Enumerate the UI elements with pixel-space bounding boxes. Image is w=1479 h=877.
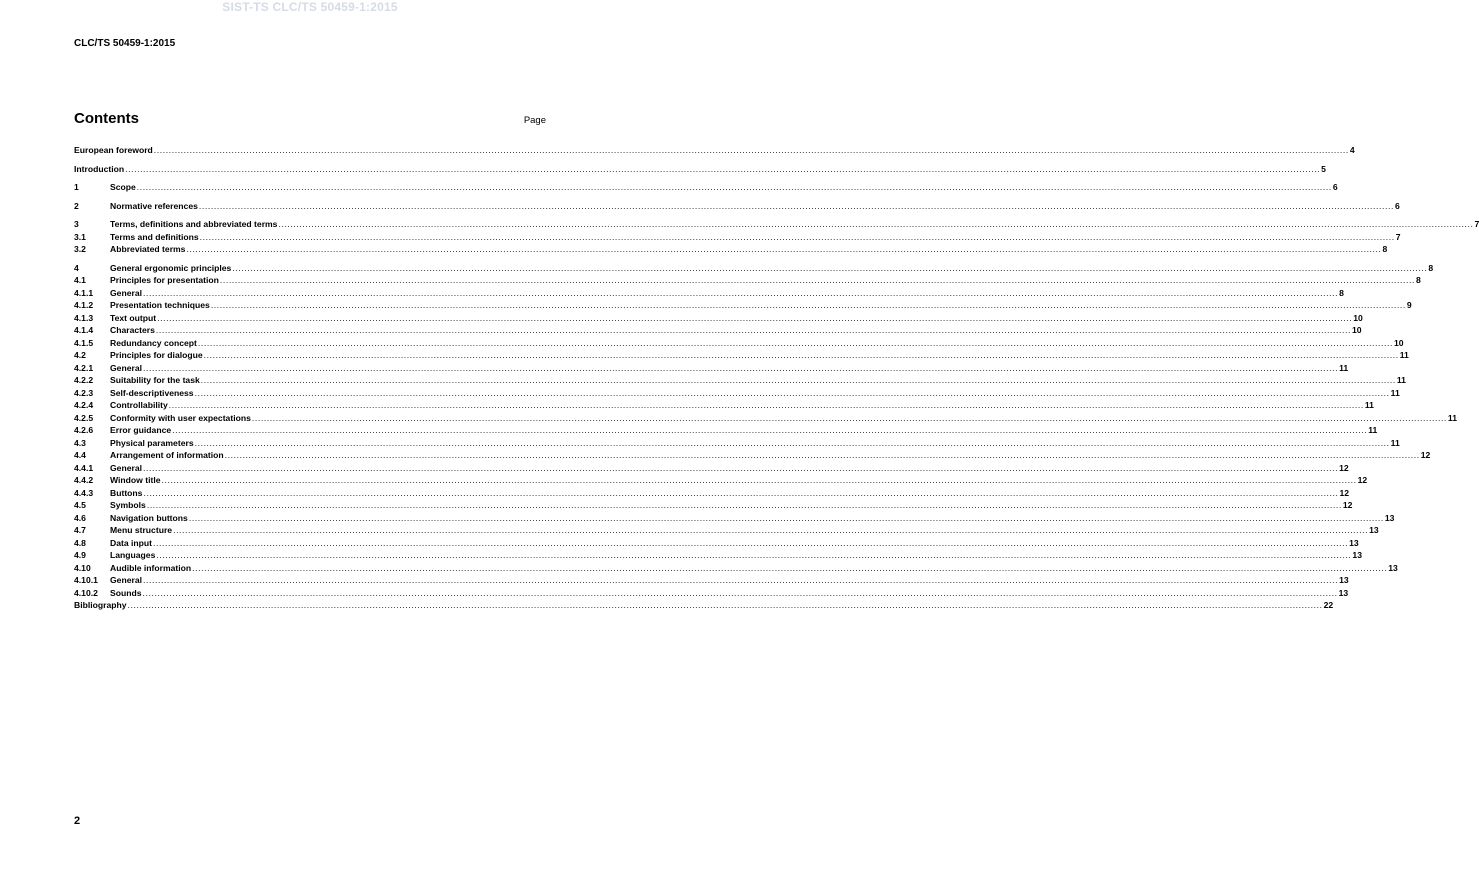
toc-entry-number: 4.9: [74, 550, 86, 560]
dot-leader: ................................................................................................................................................................................................................................................................................................................................................................................................................: [155, 325, 1351, 335]
toc-entry-page: 7: [1395, 231, 1401, 242]
toc-entry-number: 4.3: [74, 437, 86, 448]
toc-entry-number: 4.4.1: [74, 462, 94, 473]
toc-entry[interactable]: [74, 524, 1379, 537]
toc-entry-page: 11: [1368, 425, 1378, 435]
dot-leader: ................................................................................................................................................................................................................................................................................................................................................................................................................: [200, 375, 1396, 385]
toc-entry-page: 10: [1353, 312, 1363, 323]
toc-entry-page: 6: [1332, 182, 1338, 192]
dot-leader: ................................................................................................................................................................................................................................................................................................................................................................................................................: [142, 587, 1338, 598]
toc-entry-title: Scope: [110, 182, 136, 192]
toc-entry[interactable]: [74, 181, 1338, 194]
toc-entry-title: Physical parameters: [110, 437, 194, 448]
toc-entry-page: 7: [1474, 219, 1479, 229]
toc-entry-title: Conformity with user expectations: [110, 412, 251, 423]
dot-leader: ................................................................................................................................................................................................................................................................................................................................................................................................................: [232, 262, 1428, 273]
dot-leader: ................................................................................................................................................................................................................................................................................................................................................................................................................: [197, 337, 1393, 348]
toc-entry-title: European foreword: [74, 145, 153, 155]
toc-entry-number: 4.10: [74, 562, 91, 573]
toc-entry-page: 11: [1364, 400, 1374, 410]
dot-leader: ................................................................................................................................................................................................................................................................................................................................................................................................................: [198, 200, 1394, 211]
toc-entry[interactable]: [74, 512, 1395, 525]
toc-entry-page: 12: [1339, 487, 1350, 498]
toc-entry-page: 11: [1339, 362, 1349, 373]
dot-leader: ................................................................................................................................................................................................................................................................................................................................................................................................................: [161, 475, 1357, 485]
toc-entry[interactable]: [74, 387, 1400, 400]
toc-entry-page: 12: [1420, 450, 1431, 460]
toc-entry-page: 9: [1406, 300, 1412, 310]
toc-entry-number: 4.1.4: [74, 325, 94, 335]
toc-entry-title: Languages: [110, 550, 156, 560]
toc-entry[interactable]: [74, 218, 1479, 231]
document-id: CLC/TS 50459-1:2015: [74, 38, 176, 49]
toc-entry[interactable]: [74, 349, 1409, 362]
table-of-contents: [74, 144, 1479, 612]
toc-entry-title: Text output: [110, 312, 157, 323]
toc-entry-number: 4.7: [74, 525, 86, 535]
toc-entry-number: 4.2: [74, 350, 86, 360]
toc-entry[interactable]: [74, 243, 1388, 256]
toc-entry-title: Sounds: [110, 587, 142, 598]
toc-entry-number: 4.1.5: [74, 337, 94, 348]
toc-entry[interactable]: [74, 487, 1350, 500]
toc-entry-title: Navigation buttons: [110, 512, 188, 523]
toc-entry-title: Redundancy concept: [110, 337, 197, 348]
toc-entry[interactable]: [74, 462, 1349, 475]
toc-entry[interactable]: [74, 499, 1353, 512]
toc-entry[interactable]: [74, 144, 1355, 157]
toc-entry-page: 10: [1351, 325, 1362, 335]
dot-leader: ................................................................................................................................................................................................................................................................................................................................................................................................................: [143, 575, 1339, 585]
toc-entry-title: Principles for presentation: [110, 275, 219, 285]
toc-entry-page: 12: [1339, 462, 1349, 473]
toc-entry-number: 4.1: [74, 275, 86, 285]
toc-entry-page: 11: [1390, 437, 1400, 448]
toc-entry-number: 4.6: [74, 512, 86, 523]
dot-leader: ................................................................................................................................................................................................................................................................................................................................................................................................................: [219, 275, 1415, 285]
toc-entry-title: Introduction: [74, 163, 125, 174]
toc-entry-number: 3.1: [74, 231, 86, 242]
dot-leader: ................................................................................................................................................................................................................................................................................................................................................................................................................: [125, 163, 1321, 174]
toc-entry-title: Arrangement of information: [110, 450, 224, 460]
toc-entry-title: Self-descriptiveness: [110, 387, 194, 398]
toc-entry-page: 13: [1369, 525, 1379, 535]
dot-leader: ................................................................................................................................................................................................................................................................................................................................................................................................................: [143, 287, 1339, 298]
toc-entry[interactable]: [74, 262, 1434, 275]
toc-entry-number: 3: [74, 219, 79, 229]
toc-entry-title: Audible information: [110, 562, 192, 573]
toc-entry-number: 4.1.2: [74, 300, 94, 310]
toc-entry-number: 4.2.1: [74, 362, 94, 373]
toc-entry-title: General ergonomic principles: [110, 262, 232, 273]
toc-entry-number: 4.4.2: [74, 475, 94, 485]
dot-leader: ................................................................................................................................................................................................................................................................................................................................................................................................................: [143, 362, 1339, 373]
toc-entry-page: 13: [1338, 587, 1349, 598]
dot-leader: ................................................................................................................................................................................................................................................................................................................................................................................................................: [194, 387, 1390, 398]
toc-entry-page: 11: [1390, 387, 1400, 398]
toc-entry-number: 4.5: [74, 500, 86, 510]
toc-entry-title: Characters: [110, 325, 155, 335]
toc-entry[interactable]: [74, 231, 1401, 244]
toc-entry[interactable]: [74, 549, 1362, 562]
toc-entry-number: 4.2.4: [74, 400, 94, 410]
dot-leader: ................................................................................................................................................................................................................................................................................................................................................................................................................: [127, 600, 1323, 610]
toc-entry-title: General: [110, 462, 143, 473]
dot-leader: ................................................................................................................................................................................................................................................................................................................................................................................................................: [186, 244, 1382, 254]
toc-entry[interactable]: [74, 587, 1349, 600]
dot-leader: ................................................................................................................................................................................................................................................................................................................................................................................................................: [188, 512, 1384, 523]
toc-entry-number: 4.4: [74, 450, 86, 460]
dot-leader: ................................................................................................................................................................................................................................................................................................................................................................................................................: [157, 312, 1353, 323]
toc-entry-title: Presentation techniques: [110, 300, 210, 310]
toc-entry[interactable]: [74, 163, 1326, 176]
toc-entry-page: 11: [1399, 350, 1409, 360]
toc-entry-page: 10: [1393, 337, 1404, 348]
toc-entry-title: General: [110, 362, 143, 373]
toc-entry-title: Bibliography: [74, 600, 127, 610]
toc-entry-title: Data input: [110, 537, 153, 548]
toc-entry-title: Controllability: [110, 400, 168, 410]
toc-entry[interactable]: [74, 274, 1421, 287]
page-title: Contents: [74, 110, 139, 127]
toc-entry[interactable]: [74, 449, 1431, 462]
toc-entry-number: 4.2.6: [74, 425, 94, 435]
toc-entry-page: 12: [1342, 500, 1353, 510]
toc-entry[interactable]: [74, 362, 1349, 375]
toc-entry-title: Error guidance: [110, 425, 172, 435]
toc-entry-number: 4.2.2: [74, 375, 94, 385]
toc-entry-number: 4.2.5: [74, 412, 94, 423]
toc-entry-page: 8: [1382, 244, 1388, 254]
toc-entry-page: 13: [1388, 562, 1398, 573]
toc-entry-page: 11: [1396, 375, 1406, 385]
toc-entry-title: Principles for dialogue: [110, 350, 203, 360]
dot-leader: ................................................................................................................................................................................................................................................................................................................................................................................................................: [146, 500, 1342, 510]
toc-entry[interactable]: [74, 299, 1412, 312]
toc-entry-page: 11: [1447, 412, 1458, 423]
toc-entry-title: Normative references: [110, 200, 198, 211]
toc-entry-number: 3.2: [74, 244, 86, 254]
toc-entry-page: 5: [1321, 163, 1326, 174]
dot-leader: ................................................................................................................................................................................................................................................................................................................................................................................................................: [173, 525, 1369, 535]
dot-leader: ................................................................................................................................................................................................................................................................................................................................................................................................................: [210, 300, 1406, 310]
dot-leader: ................................................................................................................................................................................................................................................................................................................................................................................................................: [168, 400, 1364, 410]
toc-entry-title: Terms, definitions and abbreviated terms: [110, 219, 278, 229]
toc-entry-title: Buttons: [110, 487, 143, 498]
watermark: SIST-TS CLC/TS 50459-1:2015: [222, 0, 398, 14]
dot-leader: ................................................................................................................................................................................................................................................................................................................................................................................................................: [143, 487, 1339, 498]
toc-entry[interactable]: [74, 537, 1359, 550]
toc-entry[interactable]: [74, 399, 1374, 412]
toc-entry-number: 4.2.3: [74, 387, 94, 398]
toc-entry[interactable]: [74, 312, 1363, 325]
dot-leader: ................................................................................................................................................................................................................................................................................................................................................................................................................: [251, 412, 1447, 423]
dot-leader: ................................................................................................................................................................................................................................................................................................................................................................................................................: [153, 145, 1349, 155]
dot-leader: ................................................................................................................................................................................................................................................................................................................................................................................................................: [156, 550, 1352, 560]
toc-entry-title: Suitability for the task: [110, 375, 200, 385]
dot-leader: ................................................................................................................................................................................................................................................................................................................................................................................................................: [224, 450, 1420, 460]
toc-entry-number: 4.1.3: [74, 312, 94, 323]
toc-entry-title: Symbols: [110, 500, 146, 510]
toc-entry-number: 4.10.2: [74, 587, 98, 598]
toc-entry-page: 8: [1428, 262, 1434, 273]
toc-entry[interactable]: [74, 200, 1400, 213]
toc-entry-number: 4.4.3: [74, 487, 94, 498]
dot-leader: ................................................................................................................................................................................................................................................................................................................................................................................................................: [143, 462, 1339, 473]
toc-entry-page: 4: [1349, 145, 1355, 155]
dot-leader: ................................................................................................................................................................................................................................................................................................................................................................................................................: [192, 562, 1388, 573]
toc-entry-title: General: [110, 575, 143, 585]
toc-entry-title: Window title: [110, 475, 161, 485]
toc-entry-number: 4.10.1: [74, 575, 98, 585]
toc-entry-title: Abbreviated terms: [110, 244, 186, 254]
toc-entry[interactable]: [74, 437, 1400, 450]
toc-entry-title: Menu structure: [110, 525, 173, 535]
toc-entry-number: 2: [74, 200, 79, 211]
dot-leader: ................................................................................................................................................................................................................................................................................................................................................................................................................: [278, 219, 1474, 229]
toc-entry-number: 4.1.1: [74, 287, 94, 298]
dot-leader: ................................................................................................................................................................................................................................................................................................................................................................................................................: [194, 437, 1390, 448]
toc-entry-number: 1: [74, 182, 79, 192]
toc-entry-page: 13: [1352, 550, 1362, 560]
toc-entry-number: 4.8: [74, 537, 86, 548]
toc-entry[interactable]: [74, 412, 1458, 425]
dot-leader: ................................................................................................................................................................................................................................................................................................................................................................................................................: [199, 231, 1395, 242]
dot-leader: ................................................................................................................................................................................................................................................................................................................................................................................................................: [153, 537, 1349, 548]
page-column-label: Page: [523, 115, 546, 126]
page-number: 2: [74, 815, 81, 827]
toc-entry-page: 13: [1349, 537, 1359, 548]
toc-entry[interactable]: [74, 574, 1349, 587]
dot-leader: ................................................................................................................................................................................................................................................................................................................................................................................................................: [203, 350, 1399, 360]
toc-entry-number: 4: [74, 262, 79, 273]
toc-entry[interactable]: [74, 474, 1368, 487]
toc-entry-page: 6: [1394, 200, 1400, 211]
toc-entry[interactable]: [74, 424, 1378, 437]
toc-entry[interactable]: [74, 599, 1334, 612]
toc-entry-page: 13: [1339, 575, 1349, 585]
toc-entry[interactable]: [74, 287, 1344, 300]
toc-entry[interactable]: [74, 337, 1404, 350]
toc-entry-page: 8: [1339, 287, 1344, 298]
dot-leader: ................................................................................................................................................................................................................................................................................................................................................................................................................: [136, 182, 1332, 192]
toc-entry[interactable]: [74, 324, 1362, 337]
toc-entry-page: 22: [1323, 600, 1334, 610]
toc-entry-page: 13: [1384, 512, 1395, 523]
toc-entry-page: 8: [1415, 275, 1421, 285]
toc-entry-title: Terms and definitions: [110, 231, 199, 242]
toc-entry[interactable]: [74, 374, 1406, 387]
dot-leader: ................................................................................................................................................................................................................................................................................................................................................................................................................: [172, 425, 1368, 435]
toc-entry-page: 12: [1357, 475, 1368, 485]
toc-entry[interactable]: [74, 562, 1398, 575]
toc-entry-title: General: [110, 287, 143, 298]
